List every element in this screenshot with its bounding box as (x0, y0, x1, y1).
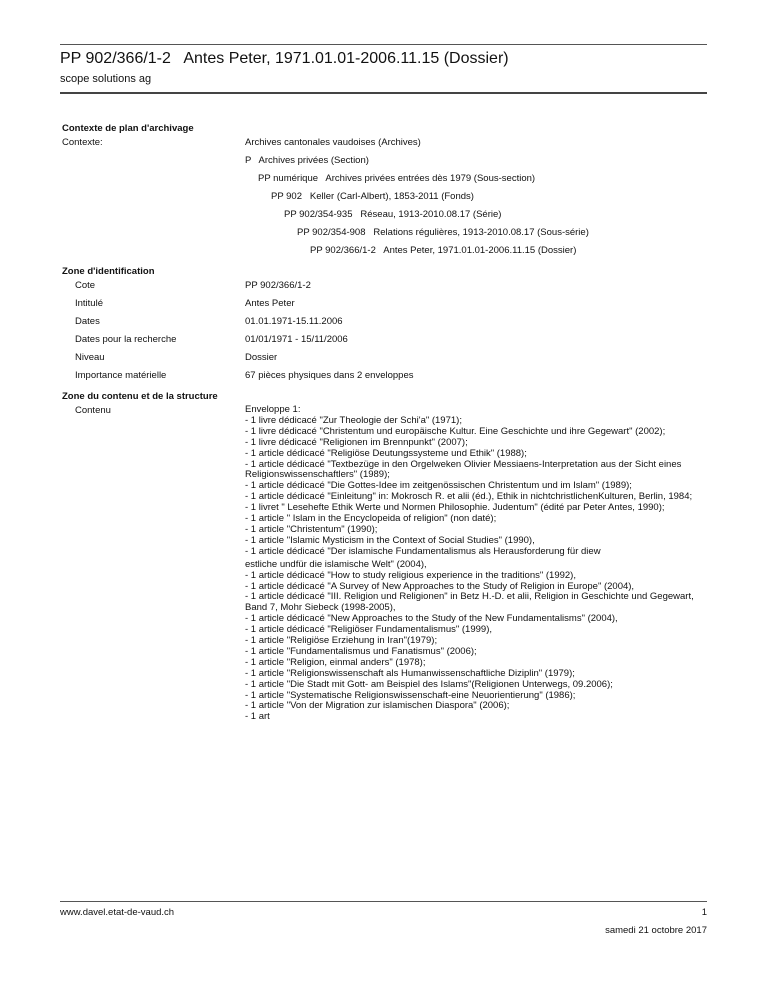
content-line: - 1 livre dédicacé "Zur Theologie der Schi'a" (1971); (245, 414, 462, 426)
field-label: Contenu (75, 405, 111, 416)
context-tree-item: PP 902 Keller (Carl-Albert), 1853-2011 (Fonds) (271, 191, 474, 202)
field-label: Dates pour la recherche (75, 334, 177, 345)
field-label: Intitulé (75, 298, 103, 309)
content-line: - 1 article dédicacé "III. Religion und Religionen" in Betz H.-D. et alii, Religion in Geschichte und Gegewart, Band 7, Mohr Siebeck (1998-2005), (245, 591, 694, 614)
content-line: - 1 livret " Lesehefte Ethik Werte und Normen Philosophie. Judentum" (édité par Peter Antes, 1990); (245, 502, 665, 514)
content-line: - 1 article "Systematische Religionswissenschaft-eine Neuorientierung" (1986); (245, 689, 576, 701)
content-line: - 1 article "Fundamentalismus und Fanatismus" (2006); (245, 645, 477, 657)
content-line: - 1 article "Von der Migration zur islamischen Diaspora" (2006); (245, 700, 510, 712)
context-tree-item: PP 902/354-908 Relations régulières, 1913-2010.08.17 (Sous-série) (297, 227, 589, 238)
footer-date: samedi 21 octobre 2017 (605, 925, 707, 936)
field-label: Importance matérielle (75, 370, 167, 381)
content-description (245, 405, 715, 723)
content-line: - 1 article "Religionswissenschaft als Humanwissenschaftliche Diziplin" (1979); (245, 667, 575, 679)
content-line: - 1 article dédicacé "Religiöser Fundamentalismus" (1999), (245, 624, 492, 636)
context-tree-item: Archives cantonales vaudoises (Archives) (245, 137, 421, 148)
content-line: - 1 article dédicacé "New Approaches to the Study of the New Fundamentalisms" (2004), (245, 613, 618, 625)
content-line: - 1 article "Religion, einmal anders" (1978); (245, 656, 426, 668)
section-heading-content: Zone du contenu et de la structure (62, 391, 218, 402)
header-bottom-rule (60, 92, 707, 94)
content-line: - 1 article "Religiöse Erziehung in Iran"(1979); (245, 635, 438, 647)
context-label: Contexte: (62, 137, 103, 148)
section-heading-context: Contexte de plan d'archivage (62, 123, 194, 134)
footer-website: www.davel.etat-de-vaud.ch (60, 907, 175, 918)
field-value-dates: 01.01.1971-15.11.2006 (245, 316, 343, 327)
field-value-intitule: Antes Peter (245, 298, 295, 309)
content-line: - 1 art (245, 711, 270, 723)
content-line: - 1 article " Islam in the Encyclopeida of religion" (non daté); (245, 513, 497, 525)
page-subtitle: scope solutions ag (60, 73, 152, 85)
context-tree-item: P Archives privées (Section) (245, 155, 369, 166)
content-line: - 1 article dédicacé "Einleitung" in: Mokrosch R. et alii (éd.), Ethik in nichtchristlichenKulturen, Berlin, 1984; (245, 491, 693, 503)
field-label: Dates (75, 316, 100, 327)
content-line: - 1 article dédicacé "A Survey of New Approaches to the Study of Religion in Europe" (2004), (245, 580, 635, 592)
field-value-niveau: Dossier (245, 352, 278, 363)
page-title: PP 902/366/1-2 Antes Peter, 1971.01.01-2006.11.15 (Dossier) (60, 50, 509, 67)
content-line: - 1 article dédicacé "Religiöse Deutungssysteme und Ethik" (1988); (245, 447, 527, 459)
context-tree-item: PP numérique Archives privées entrées dès 1979 (Sous-section) (258, 173, 536, 184)
field-label: Cote (75, 280, 96, 291)
content-line: - 1 article dédicacé "How to study religious experience in the traditions" (1992), (245, 569, 576, 581)
context-tree-item: PP 902/354-935 Réseau, 1913-2010.08.17 (Série) (284, 209, 502, 220)
footer-rule (60, 901, 707, 902)
footer-page-number: 1 (701, 907, 707, 918)
content-line: Enveloppe 1: (245, 404, 301, 415)
context-tree-item: PP 902/366/1-2 Antes Peter, 1971.01.01-2006.11.15 (Dossier) (310, 245, 577, 256)
field-value-importance: 67 pièces physiques dans 2 enveloppes (245, 370, 414, 381)
section-heading-identification: Zone d'identification (62, 266, 155, 277)
content-line: - 1 article "Islamic Mysticism in the Context of Social Studies" (1990), (245, 534, 535, 546)
content-line: estliche undfür die islamische Welt" (2004), (245, 558, 427, 570)
content-line: - 1 article dédicacé "Die Gottes-Idee im zeitgenössischen Christentum und im Islam" (1989); (245, 480, 632, 492)
field-value-cote: PP 902/366/1-2 (245, 280, 311, 291)
field-value-dates-recherche: 01/01/1971 - 15/11/2006 (245, 334, 348, 345)
content-line: - 1 article dédicacé "Textbezüge in den Orgelweken Olivier Messiaens-Interpretation aus der Sicht eines Religionswissenschaftlers" (1989); (245, 458, 682, 481)
content-line: - 1 livre dédicacé "Christentum und europäische Kultur. Eine Geschichte und ihre Gegewart" (2002); (245, 425, 666, 437)
content-line: - 1 livre dédicacé "Religionen im Brennpunkt" (2007); (245, 436, 468, 448)
content-line: - 1 article "Christentum" (1990); (245, 523, 378, 535)
field-label: Niveau (75, 352, 105, 363)
header-top-rule (60, 44, 707, 45)
content-line: - 1 article dédicacé "Der islamische Fundamentalismus als Herausforderung für diew (245, 545, 601, 557)
content-line: - 1 article "Die Stadt mit Gott- am Beispiel des Islams"(Religionen Unterwegs, 09.2006); (245, 678, 613, 690)
